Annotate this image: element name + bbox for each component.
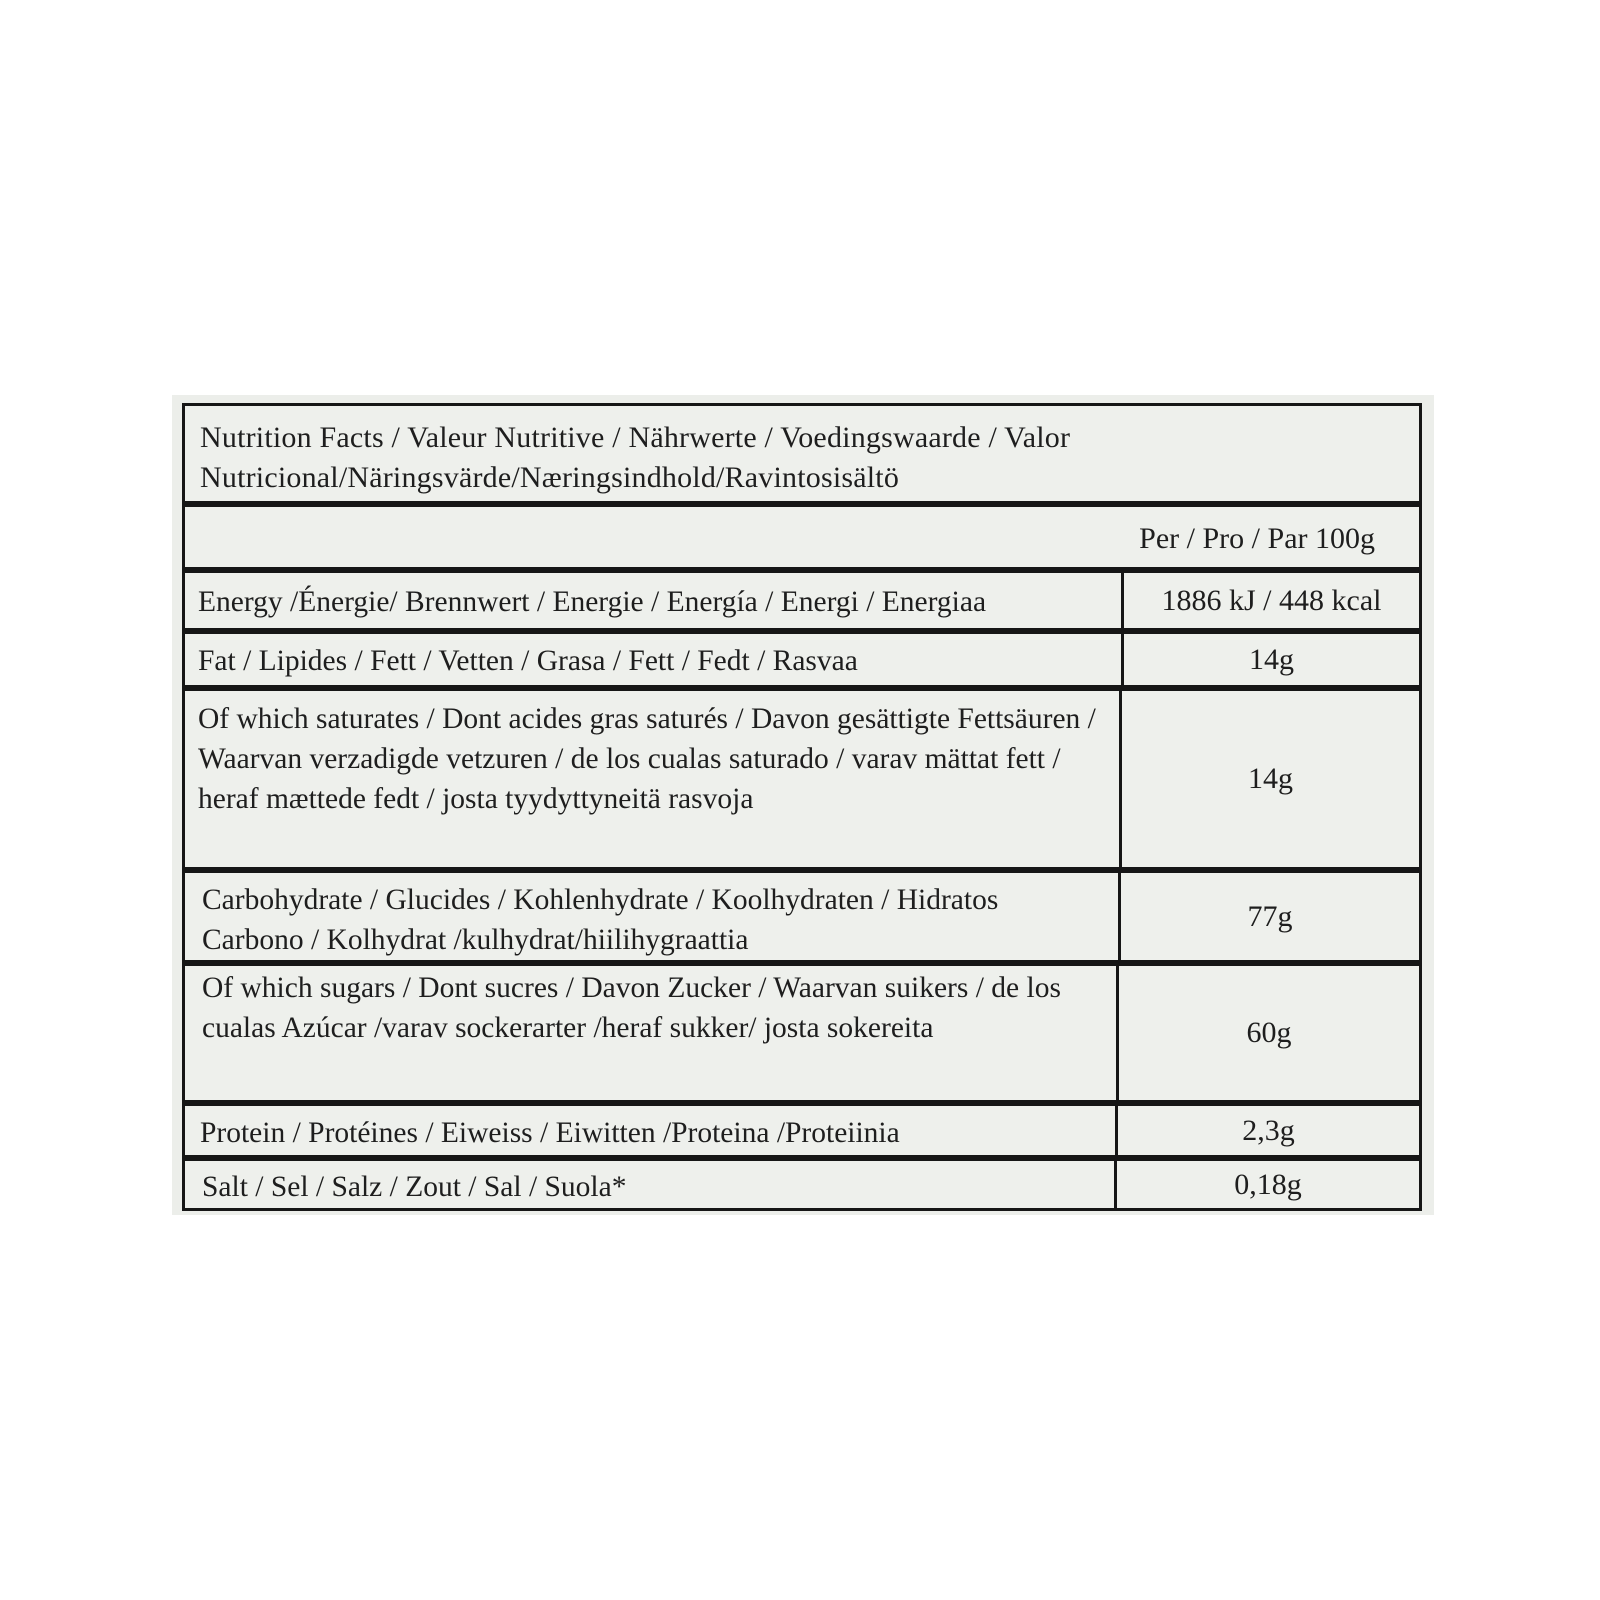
salt-label: Salt / Sel / Salz / Zout / Sal / Suola* [202,1171,627,1203]
nutrition-facts-title: Nutrition Facts / Valeur Nutritive / Nährwerte / Voedingswaarde / Valor Nutricional/Näringsvärde/Næringsindhold/Ravintosisältö [200,421,1071,494]
energy-value: 1886 kJ / 448 kcal [1121,573,1419,628]
sugars-value: 60g [1116,966,1419,1100]
table-row-salt [182,1158,1422,1211]
salt-value: 0,18g [1114,1161,1419,1208]
table-row-protein [182,1103,1422,1158]
per-100g-label: Per / Pro / Par 100g [1139,522,1375,555]
fat-label: Fat / Lipides / Fett / Vetten / Grasa / Fett / Fedt / Rasvaa [198,645,858,677]
table-row-fat [182,631,1422,688]
saturates-label: Of which saturates / Dont acides gras saturés / Davon gesättigte Fettsäuren / Waarvan verzadigde vetzuren / de los cualas saturado / varav mättat fett / heraf mættede fedt / josta tyydyttyneitä rasvoja [198,703,1096,815]
fat-value: 14g [1121,634,1419,685]
saturates-value: 14g [1119,691,1419,867]
carbohydrate-label: Carbohydrate / Glucides / Kohlenhydrate / Koolhydraten / Hidratos Carbono / Kolhydrat /kulhydrat/hiilihygraattia [202,884,999,956]
table-header-row [182,403,1422,504]
sugars-label: Of which sugars / Dont sucres / Davon Zucker / Waarvan suikers / de los cualas Azúcar /varav sockerarter /heraf sukker/ josta sokereita [202,972,1061,1044]
table-row-sugars [182,963,1422,1103]
table-row-saturates [182,688,1422,870]
carbohydrate-value: 77g [1118,873,1419,960]
per-100g-row [182,504,1422,570]
protein-value: 2,3g [1115,1106,1419,1155]
protein-label: Protein / Protéines / Eiweiss / Eiwitten /Proteina /Proteiinia [200,1117,900,1149]
table-row-carbohydrate [182,870,1422,963]
energy-label: Energy /Énergie/ Brennwert / Energie / Energía / Energi / Energiaa [198,586,987,618]
table-row-energy [182,570,1422,631]
